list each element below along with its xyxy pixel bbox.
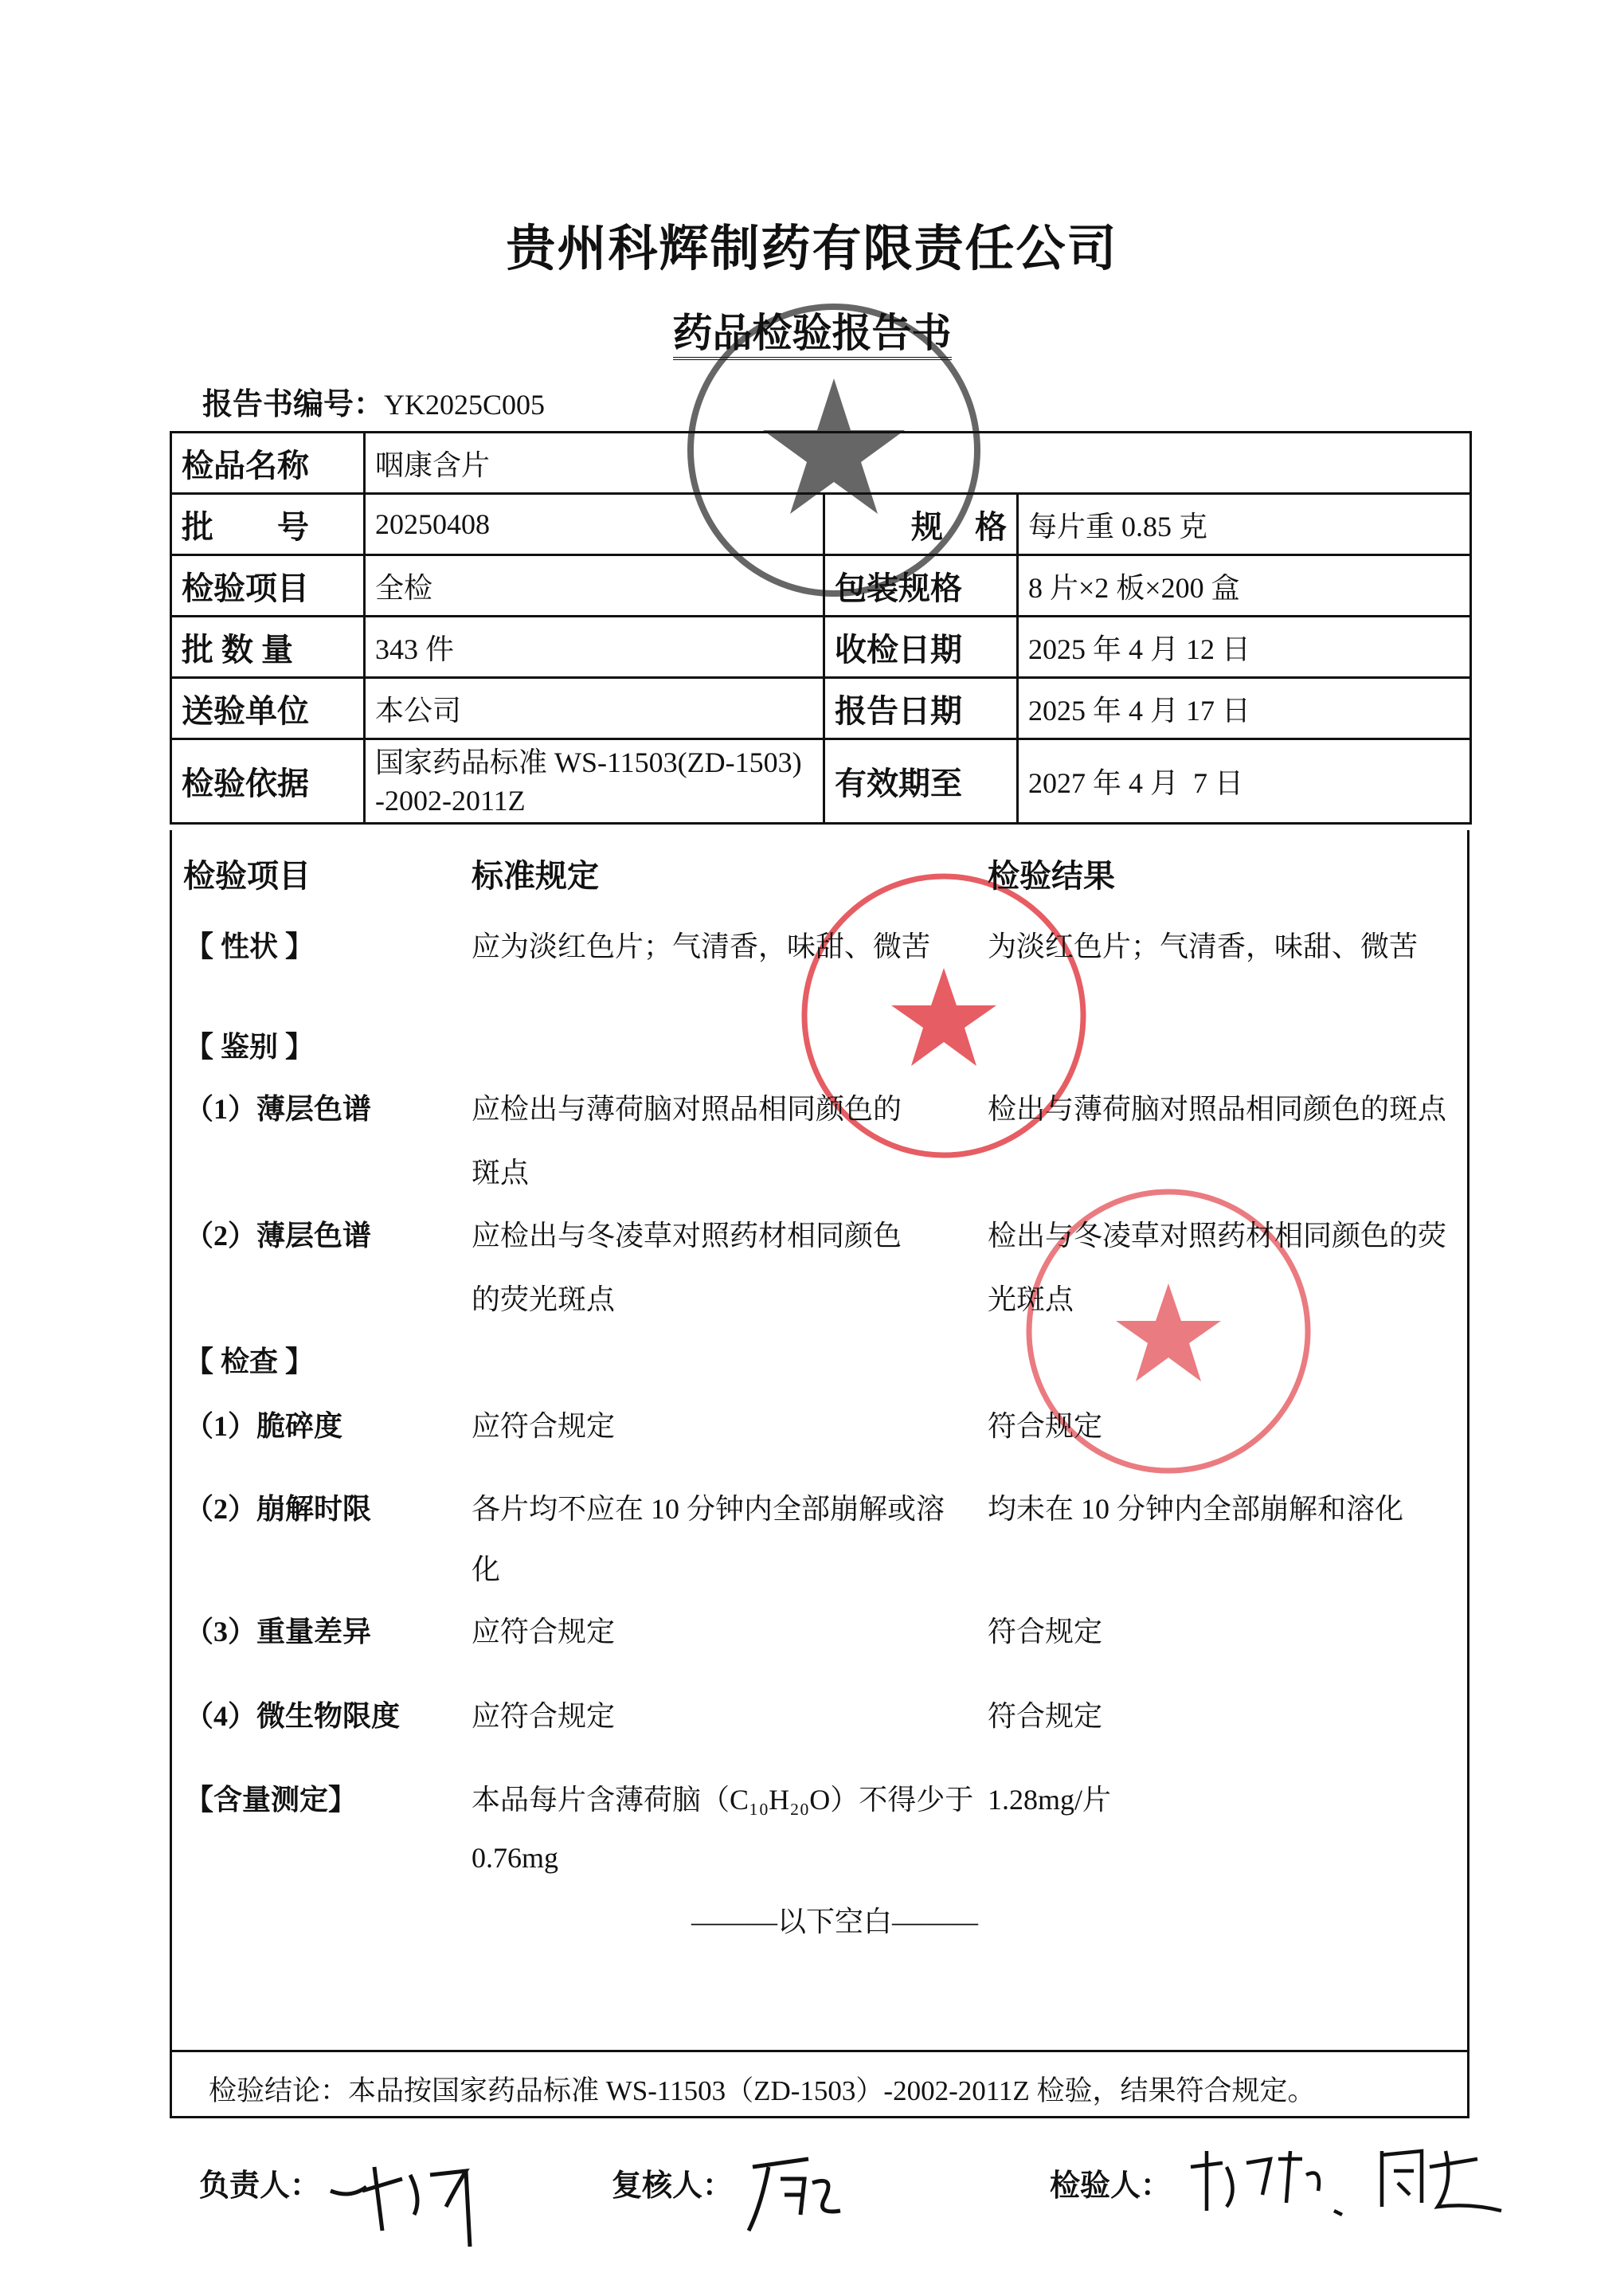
expiry-value: 2027 年 4 月 7 日 [1018,739,1471,824]
inspector-label: 检验人： [1050,2169,1172,2203]
table-row [171,555,1471,617]
product-name-label: 检品名称 [171,433,365,494]
item-microbial-limit: （4）微生物限度 [185,1700,401,1732]
basis-line-2: -2002-2011Z [375,784,526,817]
standard-assay: 本品每片含薄荷脑（C₁₀H₂₀O）不得少于 [472,1784,974,1816]
document-title-text: 药品检验报告书 [673,311,952,360]
product-name-value: 咽康含片 [365,433,1471,494]
result-weight-variation: 符合规定 [988,1616,1103,1648]
standard-disintegration-cont: 化 [472,1554,501,1585]
basis-label: 检验依据 [171,739,365,824]
package-value: 8 片×2 板×200 盒 [1018,555,1471,617]
result-tlc-2-cont: 光斑点 [988,1283,1074,1315]
sender-value: 本公司 [365,678,824,739]
item-weight-variation: （3）重量差异 [185,1616,372,1648]
standard-tlc-2: 应检出与冬凌草对照药材相同颜色 [472,1220,902,1252]
report-number-label: 报告书编号： [202,388,385,421]
item-friability: （1）脆碎度 [185,1410,343,1442]
quantity-value: 343 件 [365,617,824,678]
standard-assay-cont: 0.76mg [472,1842,559,1874]
col-standard-header: 标准规定 [472,858,599,894]
standard-microbial-limit: 应符合规定 [472,1700,616,1732]
receive-date-label: 收检日期 [824,617,1018,678]
standard-weight-variation: 应符合规定 [472,1616,616,1648]
standard-tlc-1-cont: 斑点 [472,1157,530,1189]
item-identification: 【 鉴别 】 [185,1031,315,1063]
result-disintegration: 均未在 10 分钟内全部崩解和溶化 [988,1493,1404,1525]
result-friability: 符合规定 [988,1410,1103,1442]
receive-date-value: 2025 年 4 月 12 日 [1018,617,1471,678]
standard-disintegration: 各片均不应在 10 分钟内全部崩解或溶 [472,1493,945,1525]
document-title [0,301,1624,359]
report-date-label: 报告日期 [824,678,1018,739]
col-result-header: 检验结果 [988,858,1115,894]
table-row [171,433,1471,494]
table-row [171,678,1471,739]
reviewer-label: 复核人： [612,2169,734,2203]
standard-tlc-2-cont: 的荧光斑点 [472,1283,616,1315]
spec-value: 每片重 0.85 克 [1018,494,1471,555]
sender-label: 送验单位 [171,678,365,739]
responsible-label: 负责人： [199,2169,321,2203]
reviewer-signature [737,2143,856,2239]
item-appearance: 【 性状 】 [185,931,315,962]
result-tlc-2: 检出与冬凌草对照药材相同颜色的荧 [988,1220,1447,1252]
item-inspection: 【 检查 】 [185,1346,315,1377]
item-disintegration: （2）崩解时限 [185,1493,372,1525]
item-tlc-2: （2）薄层色谱 [185,1220,372,1252]
standard-friability: 应符合规定 [472,1410,616,1442]
table-row [171,739,1471,824]
result-microbial-limit: 符合规定 [988,1700,1103,1732]
report-date-value: 2025 年 4 月 17 日 [1018,678,1471,739]
item-tlc-1: （1）薄层色谱 [185,1093,372,1125]
info-table [170,431,1472,825]
batch-value: 20250408 [365,494,824,555]
batch-label: 批 号 [171,494,365,555]
quantity-label: 批 数 量 [171,617,365,678]
divider [170,2050,1469,2052]
blank-below-marker: ———以下空白——— [691,1906,979,1937]
standard-appearance: 应为淡红色片；气清香，味甜、微苦 [472,931,931,962]
inspector-signature [1183,2135,1517,2223]
test-items-label: 检验项目 [171,555,365,617]
report-number [202,379,545,423]
expiry-label: 有效期至 [824,739,1018,824]
test-items-value: 全检 [365,555,824,617]
table-row [171,617,1471,678]
col-item-header: 检验项目 [183,858,311,894]
package-label: 包装规格 [824,555,1018,617]
standard-tlc-1: 应检出与薄荷脑对照品相同颜色的 [472,1093,902,1125]
spec-label: 规 格 [824,494,1018,555]
basis-value [365,739,824,824]
result-appearance: 为淡红色片；气清香，味甜、微苦 [988,931,1419,962]
report-number-value: YK2025C005 [384,389,546,421]
basis-line-1: 国家药品标准 WS-11503(ZD-1503) [375,746,802,778]
company-name: 贵州科辉制药有限责任公司 [506,222,1118,276]
conclusion: 检验结论：本品按国家药品标准 WS-11503（ZD-1503）-2002-2011Z 检验，结果符合规定。 [209,2075,1316,2106]
result-tlc-1: 检出与薄荷脑对照品相同颜色的斑点 [988,1093,1447,1125]
responsible-signature [327,2143,486,2255]
result-assay: 1.28mg/片 [988,1784,1112,1816]
table-row [171,494,1471,555]
item-assay: 【含量测定】 [185,1784,358,1816]
